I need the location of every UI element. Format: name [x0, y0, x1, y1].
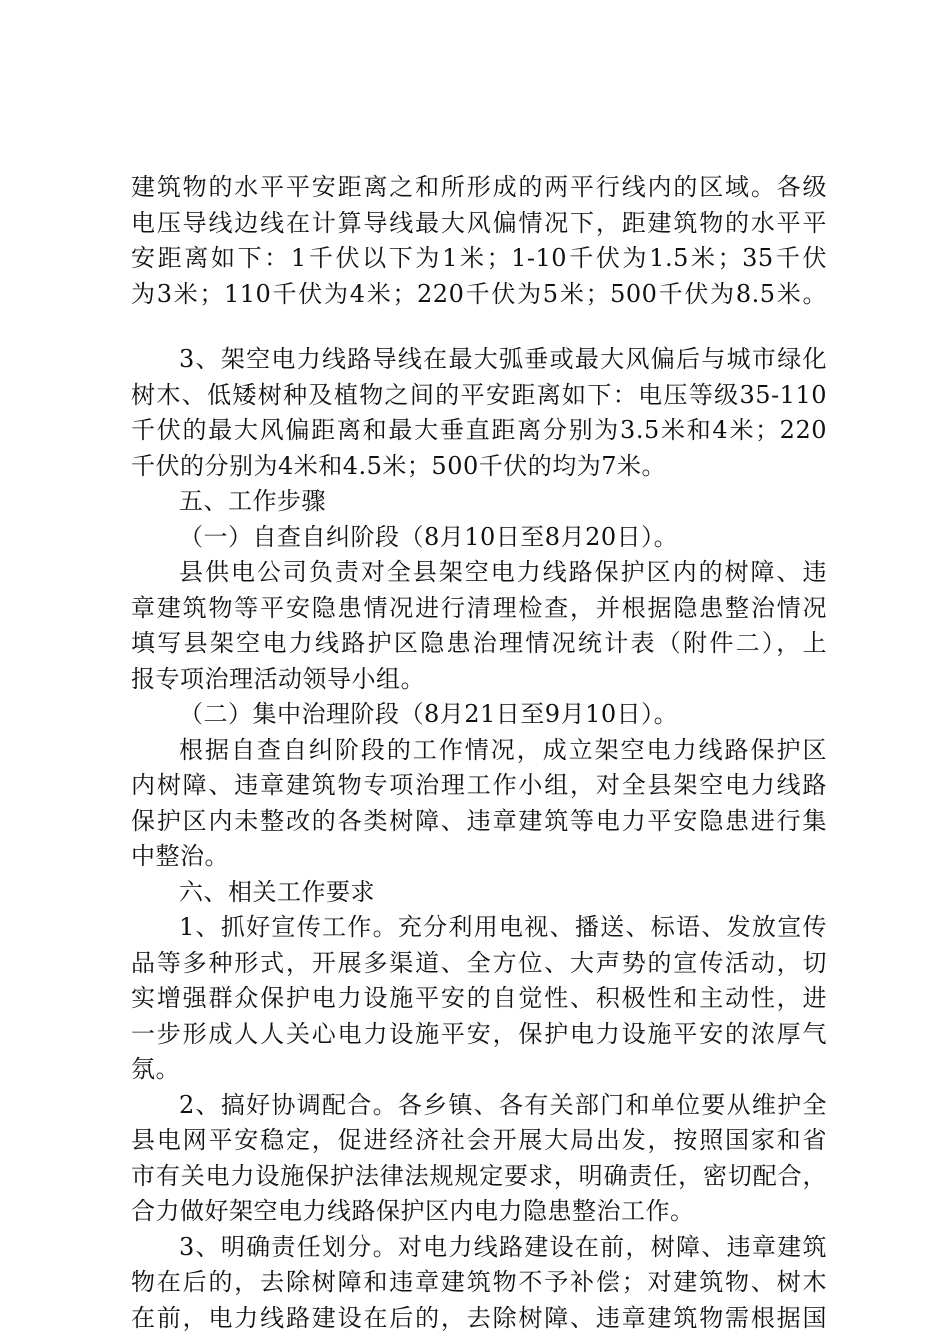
paragraph [131, 910, 827, 1088]
text-line: 章建筑物等平安隐患情况进行清理检查，并根据隐患整治情况 [131, 593, 827, 622]
text-line: （一）自查自纠阶段（8月10日至8月20日）。 [179, 522, 679, 551]
text-line: 3、架空电力线路导线在最大弧垂或最大风偏后与城市绿化 [179, 345, 827, 373]
text-line: 树木、低矮树种及植物之间的平安距离如下：电压等级35-110 [131, 380, 827, 409]
text-line: 中整治。 [131, 842, 229, 870]
paragraph [131, 1230, 827, 1337]
text-line: 报专项治理活动领导小组。 [131, 664, 425, 693]
text-line: 市有关电力设施保护法律法规规定要求，明确责任，密切配合， [131, 1161, 827, 1190]
paragraph [131, 1088, 827, 1230]
text-line: 为3米；110千伏为4米；220千伏为5米；500千伏为8.5米。 [131, 279, 827, 308]
text-line: 合力做好架空电力线路保护区内电力隐患整治工作。 [131, 1197, 695, 1225]
text-line: 安距离如下：1千伏以下为1米；1-10千伏为1.5米；35千伏 [131, 244, 827, 272]
text-line: 物在后的，去除树障和违章建筑物不予补偿；对建筑物、树木 [131, 1268, 827, 1296]
text-line: 1、抓好宣传工作。充分利用电视、播送、标语、发放宣传 [179, 913, 827, 941]
text-line: 保护区内未整改的各类树障、违章建筑等电力平安隐患进行集 [131, 806, 827, 835]
paragraph [131, 555, 827, 697]
text-line: 五、工作步骤 [179, 487, 326, 515]
text-line: 3、明确责任划分。对电力线路建设在前，树障、违章建筑 [179, 1232, 827, 1261]
text-line: 千伏的最大风偏距离和最大垂直距离分别为3.5米和4米；220 [131, 416, 827, 444]
paragraph [131, 170, 827, 312]
text-line: 品等多种形式，开展多渠道、全方位、大声势的宣传活动，切 [131, 948, 827, 977]
document-page [131, 170, 827, 1336]
text-line: 氛。 [131, 1055, 180, 1083]
text-line: 内树障、违章建筑物专项治理工作小组，对全县架空电力线路 [131, 771, 827, 799]
paragraph [131, 733, 827, 875]
paragraph-spacer [131, 312, 827, 342]
text-line: （二）集中治理阶段（8月21日至9月10日）。 [179, 700, 679, 728]
text-line: 电压导线边线在计算导线最大风偏情况下，距建筑物的水平平 [131, 208, 827, 237]
section-heading [131, 875, 827, 911]
subsection-heading [131, 697, 827, 733]
text-line: 建筑物的水平平安距离之和所形成的两平行线内的区域。各级 [131, 173, 827, 201]
text-line: 县电网平安稳定，促进经济社会开展大局出发，按照国家和省 [131, 1126, 827, 1154]
text-line: 一步形成人人关心电力设施平安，保护电力设施平安的浓厚气 [131, 1019, 827, 1048]
section-heading [131, 484, 827, 520]
text-line: 实增强群众保护电力设施平安的自觉性、积极性和主动性，进 [131, 984, 827, 1012]
text-line: 县供电公司负责对全县架空电力线路保护区内的树障、违 [179, 558, 827, 586]
text-line: 2、搞好协调配合。各乡镇、各有关部门和单位要从维护全 [179, 1090, 827, 1119]
text-line: 在前，电力线路建设在后的，去除树障、违章建筑物需根据国 [131, 1303, 827, 1332]
subsection-heading [131, 520, 827, 556]
paragraph [131, 342, 827, 484]
text-line: 千伏的分别为4米和4.5米；500千伏的均为7米。 [131, 451, 667, 480]
text-line: 六、相关工作要求 [179, 877, 375, 906]
text-line: 根据自查自纠阶段的工作情况，成立架空电力线路保护区 [179, 735, 827, 764]
text-line: 填写县架空电力线路护区隐患治理情况统计表（附件二），上 [131, 629, 827, 657]
